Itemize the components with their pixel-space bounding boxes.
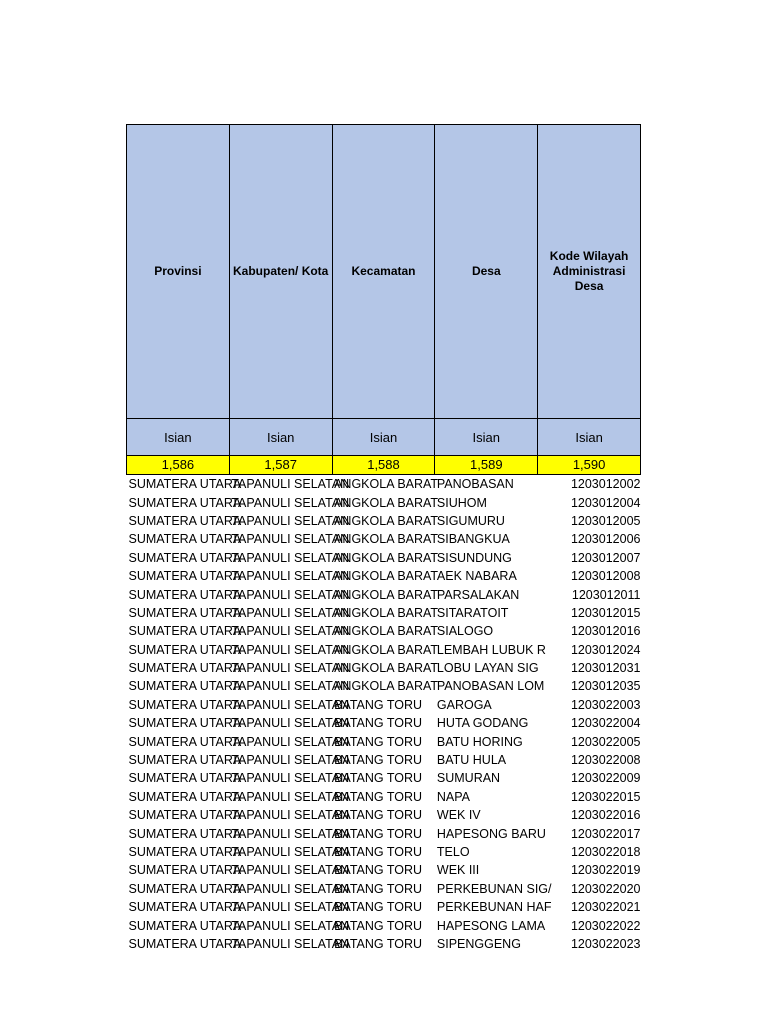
- table-row: [127, 824, 641, 842]
- cell-kode[interactable]: 1203022023: [570, 936, 641, 951]
- cell-desa[interactable]: SIALOGO: [436, 624, 494, 639]
- table-row: [127, 751, 641, 769]
- cell-provinsi[interactable]: SUMATERA UTARA: [128, 605, 242, 620]
- cell-kode[interactable]: 1203022015: [570, 789, 641, 804]
- cell-desa[interactable]: SISUNDUNG: [436, 550, 512, 565]
- cell-kabupaten[interactable]: TAPANULI SELATAN: [231, 679, 350, 694]
- cell-provinsi[interactable]: SUMATERA UTARA: [128, 808, 242, 823]
- subheader-cell[interactable]: Isian: [127, 419, 230, 456]
- cell-kode[interactable]: 1203022019: [570, 863, 641, 878]
- cell-desa[interactable]: PANOBASAN: [436, 477, 514, 492]
- table-row: [127, 622, 641, 640]
- table-row: [127, 604, 641, 622]
- data-table: [126, 124, 641, 953]
- cell-kabupaten[interactable]: TAPANULI SELATAN: [231, 936, 350, 951]
- cell-provinsi[interactable]: SUMATERA UTARA: [128, 679, 242, 694]
- cell-kode[interactable]: 1203012006: [570, 532, 641, 547]
- header-kecamatan[interactable]: Kecamatan: [332, 125, 435, 419]
- table-row: [127, 916, 641, 934]
- subheader-cell[interactable]: Isian: [435, 419, 538, 456]
- cell-kode[interactable]: 1203022022: [570, 918, 641, 933]
- cell-provinsi[interactable]: SUMATERA UTARA: [128, 642, 242, 657]
- table-row: [127, 880, 641, 898]
- table-row: [127, 512, 641, 530]
- cell-kecamatan[interactable]: ANGKOLA BARAT: [334, 642, 439, 657]
- table-row: [127, 843, 641, 861]
- cell-desa[interactable]: WEK IV: [436, 808, 481, 823]
- cell-kabupaten[interactable]: TAPANULI SELATAN: [231, 495, 350, 510]
- cell-kode[interactable]: 1203012002: [570, 477, 641, 492]
- table-row: [127, 530, 641, 548]
- header-desa[interactable]: Desa: [435, 125, 538, 419]
- column-number-cell[interactable]: 1,586: [127, 456, 230, 475]
- cell-provinsi[interactable]: SUMATERA UTARA: [128, 697, 242, 712]
- cell-kecamatan[interactable]: ANGKOLA BARAT: [334, 477, 439, 492]
- cell-desa[interactable]: LOBU LAYAN SIG: [436, 661, 539, 676]
- table-row: [127, 714, 641, 732]
- table-row: [127, 788, 641, 806]
- cell-kabupaten[interactable]: TAPANULI SELATAN: [231, 477, 350, 492]
- column-number-cell[interactable]: 1,588: [332, 456, 435, 475]
- header-kode[interactable]: Kode Wilayah Administrasi Desa: [538, 125, 641, 419]
- table-row: [127, 696, 641, 714]
- column-number-row: [127, 456, 641, 475]
- cell-desa[interactable]: HAPESONG LAMA: [436, 918, 546, 933]
- cell-kode[interactable]: 1203022004: [570, 716, 641, 731]
- cell-desa[interactable]: SUMURAN: [436, 771, 501, 786]
- cell-kecamatan[interactable]: BATANG TORU: [334, 716, 423, 731]
- cell-kabupaten[interactable]: TAPANULI SELATAN: [231, 661, 350, 676]
- cell-provinsi[interactable]: SUMATERA UTARA: [128, 624, 242, 639]
- cell-provinsi[interactable]: SUMATERA UTARA: [128, 587, 242, 602]
- table-row: [127, 861, 641, 879]
- cell-provinsi[interactable]: SUMATERA UTARA: [128, 845, 242, 859]
- cell-kode[interactable]: 1203022016: [570, 808, 641, 823]
- cell-kabupaten[interactable]: TAPANULI SELATAN: [231, 550, 350, 565]
- cell-kabupaten[interactable]: TAPANULI SELATAN: [231, 605, 350, 620]
- cell-kabupaten[interactable]: TAPANULI SELATAN: [231, 845, 350, 859]
- cell-desa[interactable]: GAROGA: [436, 697, 492, 712]
- spreadsheet: [126, 124, 640, 953]
- cell-provinsi[interactable]: SUMATERA UTARA: [128, 863, 242, 878]
- column-number-cell[interactable]: 1,590: [538, 456, 641, 475]
- cell-kabupaten[interactable]: TAPANULI SELATAN: [231, 753, 350, 768]
- cell-kode[interactable]: 1203012035: [570, 679, 641, 694]
- cell-provinsi[interactable]: SUMATERA UTARA: [128, 918, 242, 933]
- cell-desa[interactable]: PERKEBUNAN SIG/: [436, 881, 552, 896]
- cell-kecamatan[interactable]: BATANG TORU: [334, 753, 423, 768]
- cell-desa[interactable]: SIBANGKUA: [436, 532, 510, 547]
- table-row: [127, 475, 641, 494]
- cell-kabupaten[interactable]: TAPANULI SELATAN: [231, 881, 350, 896]
- cell-provinsi[interactable]: SUMATERA UTARA: [128, 532, 242, 547]
- table-row: [127, 659, 641, 677]
- cell-kabupaten[interactable]: TAPANULI SELATAN: [231, 642, 350, 657]
- cell-kabupaten[interactable]: TAPANULI SELATAN: [231, 900, 350, 915]
- cell-kecamatan[interactable]: BATANG TORU: [334, 918, 423, 933]
- cell-kabupaten[interactable]: TAPANULI SELATAN: [231, 734, 350, 749]
- cell-desa[interactable]: SIUHOM: [436, 495, 487, 510]
- table-row: [127, 585, 641, 603]
- cell-kecamatan[interactable]: ANGKOLA BARAT: [334, 532, 439, 547]
- cell-provinsi[interactable]: SUMATERA UTARA: [128, 716, 242, 731]
- cell-kecamatan[interactable]: ANGKOLA BARAT: [334, 587, 439, 602]
- table-row: [127, 769, 641, 787]
- cell-kode[interactable]: 1203022020: [570, 881, 641, 896]
- table-row: [127, 898, 641, 916]
- cell-kabupaten[interactable]: TAPANULI SELATAN: [231, 697, 350, 712]
- table-row: [127, 493, 641, 511]
- cell-desa[interactable]: HUTA GODANG: [436, 716, 529, 731]
- cell-provinsi[interactable]: SUMATERA UTARA: [128, 661, 242, 676]
- cell-desa[interactable]: WEK III: [436, 863, 480, 878]
- cell-kode[interactable]: 1203012008: [570, 569, 641, 584]
- cell-kecamatan[interactable]: BATANG TORU: [334, 845, 423, 859]
- table-row: [127, 806, 641, 824]
- column-number-cell[interactable]: 1,589: [435, 456, 538, 475]
- cell-provinsi[interactable]: SUMATERA UTARA: [128, 513, 242, 528]
- cell-kode[interactable]: 1203012007: [570, 550, 641, 565]
- cell-provinsi[interactable]: SUMATERA UTARA: [128, 550, 242, 565]
- cell-kecamatan[interactable]: BATANG TORU: [334, 771, 423, 786]
- cell-desa[interactable]: PERKEBUNAN HAF: [436, 900, 552, 915]
- cell-provinsi[interactable]: SUMATERA UTARA: [128, 826, 242, 841]
- cell-desa[interactable]: NAPA: [436, 789, 471, 804]
- cell-desa[interactable]: PARSALAKAN: [436, 587, 520, 602]
- table-row: [127, 567, 641, 585]
- cell-kode[interactable]: 1203022018: [570, 845, 641, 859]
- cell-kabupaten[interactable]: TAPANULI SELATAN: [231, 789, 350, 804]
- cell-kecamatan[interactable]: ANGKOLA BARAT: [334, 605, 439, 620]
- subheader-cell[interactable]: Isian: [229, 419, 332, 456]
- cell-kecamatan[interactable]: BATANG TORU: [334, 863, 423, 878]
- cell-desa[interactable]: BATU HORING: [436, 734, 523, 749]
- cell-kabupaten[interactable]: TAPANULI SELATAN: [231, 826, 350, 841]
- cell-provinsi[interactable]: SUMATERA UTARA: [128, 477, 242, 492]
- header-row: [127, 125, 641, 419]
- cell-desa[interactable]: TELO: [436, 845, 470, 859]
- cell-kabupaten[interactable]: TAPANULI SELATAN: [231, 587, 350, 602]
- cell-provinsi[interactable]: SUMATERA UTARA: [128, 734, 242, 749]
- cell-kabupaten[interactable]: TAPANULI SELATAN: [231, 569, 350, 584]
- cell-kecamatan[interactable]: ANGKOLA BARAT: [334, 624, 439, 639]
- cell-desa[interactable]: PANOBASAN LOM: [436, 679, 545, 694]
- table-row: [127, 641, 641, 659]
- cell-kabupaten[interactable]: TAPANULI SELATAN: [231, 624, 350, 639]
- cell-kecamatan[interactable]: BATANG TORU: [334, 826, 423, 841]
- table-row: [127, 549, 641, 567]
- cell-desa[interactable]: SIGUMURU: [436, 513, 505, 528]
- table-row: [127, 732, 641, 750]
- cell-kecamatan[interactable]: BATANG TORU: [334, 789, 423, 804]
- cell-provinsi[interactable]: SUMATERA UTARA: [128, 881, 242, 896]
- cell-desa[interactable]: HAPESONG BARU: [436, 826, 546, 841]
- cell-kode[interactable]: 1203022005: [570, 734, 641, 749]
- cell-kecamatan[interactable]: ANGKOLA BARAT: [334, 513, 439, 528]
- cell-kecamatan[interactable]: ANGKOLA BARAT: [334, 569, 439, 584]
- subheader-row: [127, 419, 641, 456]
- cell-kabupaten[interactable]: TAPANULI SELATAN: [231, 716, 350, 731]
- cell-kode[interactable]: 1203022008: [570, 753, 641, 768]
- cell-kecamatan[interactable]: BATANG TORU: [334, 936, 423, 951]
- cell-kecamatan[interactable]: BATANG TORU: [334, 697, 423, 712]
- cell-kabupaten[interactable]: TAPANULI SELATAN: [231, 918, 350, 933]
- cell-kabupaten[interactable]: TAPANULI SELATAN: [231, 771, 350, 786]
- cell-desa[interactable]: SIPENGGENG: [436, 936, 521, 951]
- table-row: [127, 677, 641, 695]
- cell-kode[interactable]: 1203012024: [570, 642, 641, 657]
- cell-kabupaten[interactable]: TAPANULI SELATAN: [231, 863, 350, 878]
- cell-provinsi[interactable]: SUMATERA UTARA: [128, 900, 242, 915]
- cell-kode[interactable]: 1203022003: [570, 697, 641, 712]
- subheader-cell[interactable]: Isian: [538, 419, 641, 456]
- cell-provinsi[interactable]: SUMATERA UTARA: [128, 936, 242, 951]
- cell-kabupaten[interactable]: TAPANULI SELATAN: [231, 532, 350, 547]
- cell-kecamatan[interactable]: ANGKOLA BARAT: [334, 679, 439, 694]
- cell-provinsi[interactable]: SUMATERA UTARA: [128, 569, 242, 584]
- subheader-cell[interactable]: Isian: [332, 419, 435, 456]
- cell-kecamatan[interactable]: ANGKOLA BARAT: [334, 550, 439, 565]
- cell-desa[interactable]: SITARATOIT: [436, 605, 509, 620]
- cell-provinsi[interactable]: SUMATERA UTARA: [128, 789, 242, 804]
- cell-kecamatan[interactable]: BATANG TORU: [334, 881, 423, 896]
- cell-kode[interactable]: 1203012004: [570, 495, 641, 510]
- table-row: [127, 935, 641, 953]
- cell-provinsi[interactable]: SUMATERA UTARA: [128, 753, 242, 768]
- cell-kode[interactable]: 1203022009: [570, 771, 641, 786]
- table-body: [127, 475, 641, 954]
- cell-kecamatan[interactable]: BATANG TORU: [334, 734, 423, 749]
- cell-kabupaten[interactable]: TAPANULI SELATAN: [231, 513, 350, 528]
- header-provinsi[interactable]: Provinsi: [127, 125, 230, 419]
- cell-desa[interactable]: BATU HULA: [436, 753, 507, 768]
- cell-kode[interactable]: 1203012005: [570, 513, 641, 528]
- cell-kode[interactable]: 1203022021: [570, 900, 641, 915]
- cell-provinsi[interactable]: SUMATERA UTARA: [128, 495, 242, 510]
- cell-kecamatan[interactable]: ANGKOLA BARAT: [334, 495, 439, 510]
- header-kabupaten[interactable]: Kabupaten/ Kota: [229, 125, 332, 419]
- cell-kode[interactable]: 1203012016: [570, 624, 641, 639]
- cell-kode[interactable]: 1203012011: [571, 587, 641, 602]
- cell-desa[interactable]: AEK NABARA: [436, 569, 517, 584]
- cell-kabupaten[interactable]: TAPANULI SELATAN: [231, 808, 350, 823]
- cell-kode[interactable]: 1203022017: [570, 826, 641, 841]
- cell-kecamatan[interactable]: ANGKOLA BARAT: [334, 661, 439, 676]
- cell-desa[interactable]: LEMBAH LUBUK R: [436, 642, 546, 657]
- cell-provinsi[interactable]: SUMATERA UTARA: [128, 771, 242, 786]
- cell-kecamatan[interactable]: BATANG TORU: [334, 900, 423, 915]
- column-number-cell[interactable]: 1,587: [229, 456, 332, 475]
- cell-kode[interactable]: 1203012015: [570, 605, 641, 620]
- cell-kecamatan[interactable]: BATANG TORU: [334, 808, 423, 823]
- cell-kode[interactable]: 1203012031: [570, 661, 641, 676]
